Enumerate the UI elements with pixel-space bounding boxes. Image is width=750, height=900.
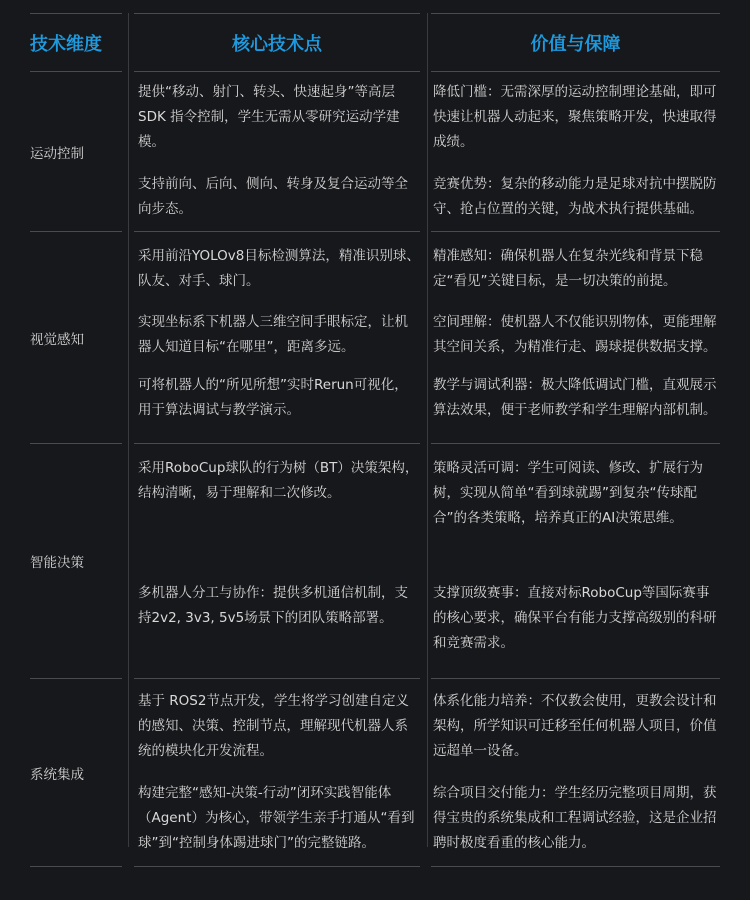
value-text: 支撑顶级赛事：直接对标RoboCup等国际赛事的核心要求，确保平台有能力支撑高级别的科研和竞赛需求。 <box>433 585 717 651</box>
table-body <box>30 71 720 867</box>
list-item <box>134 373 720 423</box>
list-item <box>134 80 720 155</box>
value-text: 策略灵活可调：学生可阅读、修改、扩展行为树，实现从简单“看到球就踢”到复杂“传球配合”的各类策略，培养真正的AI决策思维。 <box>433 460 703 526</box>
value-text: 体系化能力培养：不仅教会使用，更教会设计和架构，所学知识可迁移至任何机器人项目，价值远超单一设备。 <box>433 693 717 759</box>
table-row <box>30 71 720 231</box>
tech-point: 构建完整“感知-决策-行动”闭环实践智能体（Agent）为核心，带领学生亲手打通从“看到球”到“控制身体踢进球门”的完整链路。 <box>138 785 415 851</box>
value-text: 降低门槛：无需深厚的运动控制理论基础，即可快速让机器人动起来，聚焦策略开发，快速取得成绩。 <box>433 84 717 150</box>
tech-point: 采用前沿YOLOv8目标检测算法，精准识别球、队友、对手、球门。 <box>138 248 420 289</box>
list-item <box>134 689 720 764</box>
table-row <box>30 678 720 867</box>
tech-point: 基于 ROS2节点开发，学生将学习创建自定义的感知、决策、控制节点，理解现代机器人系统的模块化开发流程。 <box>138 693 409 759</box>
table-header <box>30 13 720 71</box>
value-text: 空间理解：使机器人不仅能识别物体，更能理解其空间关系，为精准行走、踢球提供数据支撑。 <box>433 314 717 355</box>
row-content <box>134 443 720 678</box>
tech-point: 支持前向、后向、侧向、转身及复合运动等全向步态。 <box>138 176 408 217</box>
list-item <box>134 781 720 856</box>
dimension-label: 运动控制 <box>30 71 122 231</box>
list-item <box>134 172 720 222</box>
tech-point: 实现坐标系下机器人三维空间手眼标定，让机器人知道目标“在哪里”，距离多远。 <box>138 314 408 355</box>
value-text: 精准感知：确保机器人在复杂光线和背景下稳定“看见”关键目标，是一切决策的前提。 <box>433 248 703 289</box>
row-content <box>134 71 720 231</box>
value-text: 综合项目交付能力：学生经历完整项目周期，获得宝贵的系统集成和工程调试经验，这是企业招聘时极度看重的核心能力。 <box>433 785 717 851</box>
dimension-label: 视觉感知 <box>30 231 122 443</box>
tech-point: 多机器人分工与协作：提供多机通信机制，支持2v2, 3v3, 5v5场景下的团队策略部署。 <box>138 585 408 626</box>
dimension-label: 系统集成 <box>30 678 122 867</box>
row-content <box>134 231 720 443</box>
header-core-tech: 核心技术点 <box>134 13 420 71</box>
tech-point: 采用RoboCup球队的行为树（BT）决策架构，结构清晰，易于理解和二次修改。 <box>138 460 419 501</box>
table-row <box>30 443 720 678</box>
row-content <box>134 678 720 867</box>
table-row <box>30 231 720 443</box>
dimension-label: 智能决策 <box>30 443 122 678</box>
tech-table <box>30 13 720 867</box>
value-text: 竞赛优势：复杂的移动能力是足球对抗中摆脱防守、抢占位置的关键，为战术执行提供基础。 <box>433 176 717 217</box>
list-item <box>134 244 720 294</box>
list-item <box>134 581 720 656</box>
header-value: 价值与保障 <box>431 13 720 71</box>
list-item <box>134 456 720 531</box>
list-item <box>134 310 720 360</box>
tech-point: 提供“移动、射门、转头、快速起身”等高层SDK 指令控制，学生无需从零研究运动学建模。 <box>138 84 400 150</box>
header-dimension: 技术维度 <box>30 13 122 71</box>
tech-point: 可将机器人的“所见所想”实时Rerun可视化，用于算法调试与教学演示。 <box>138 377 408 418</box>
value-text: 教学与调试利器：极大降低调试门槛，直观展示算法效果，便于老师教学和学生理解内部机制。 <box>433 377 717 418</box>
